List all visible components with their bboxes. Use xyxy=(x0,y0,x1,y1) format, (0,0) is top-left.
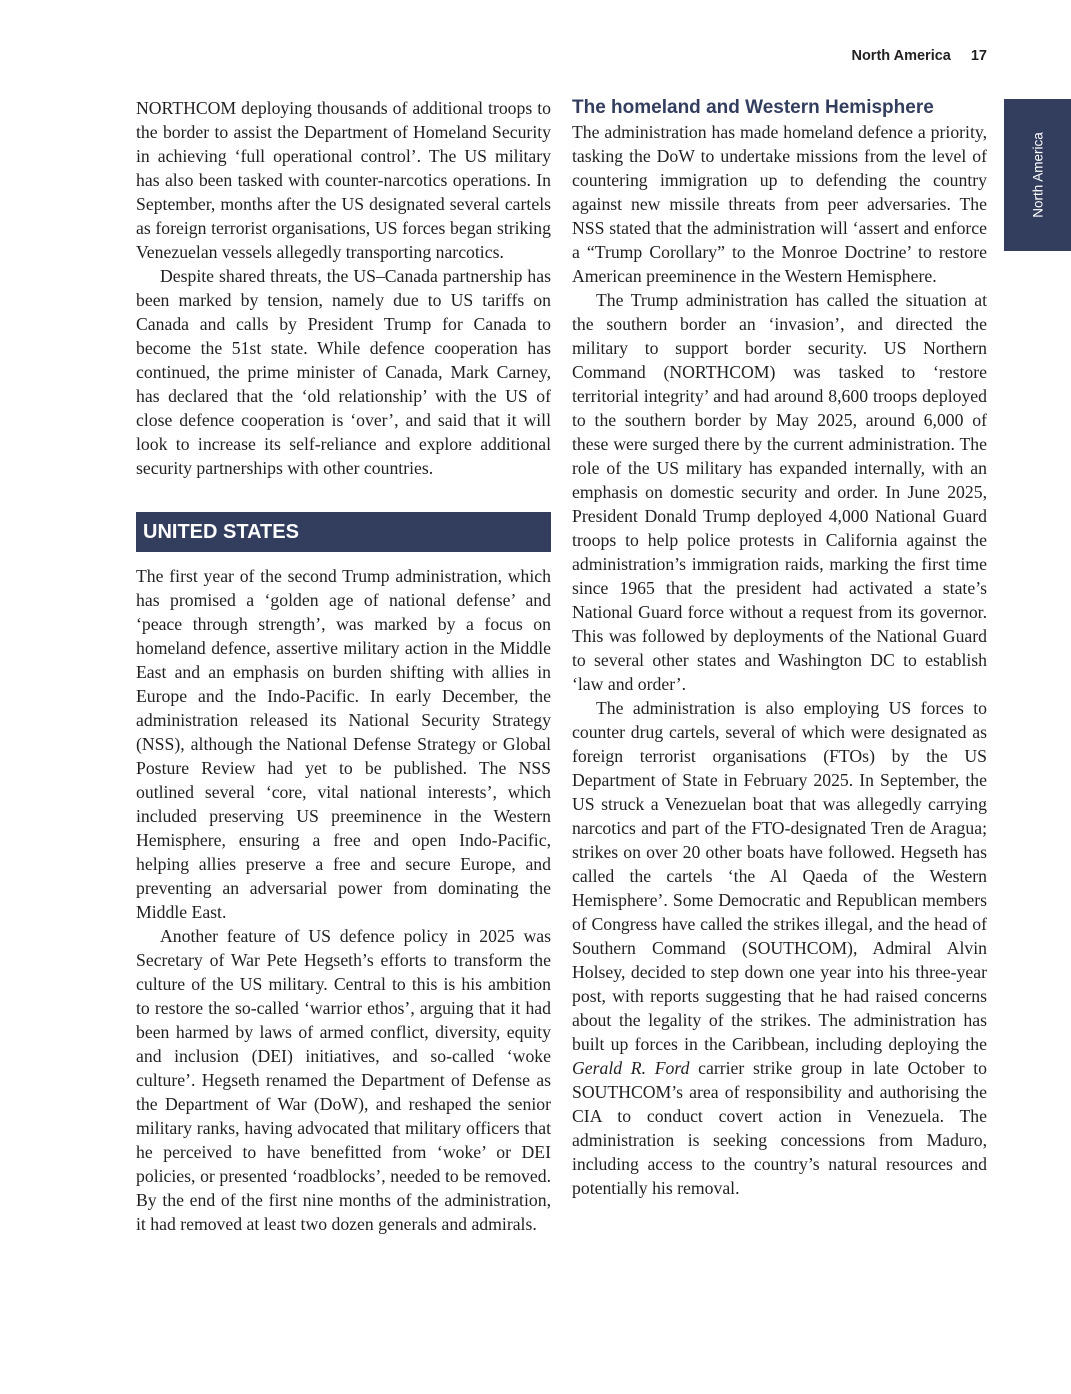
paragraph-text: carrier strike group in late October to SOUTHCOM’s area of responsibility and authorising the CIA to conduct covert action in Venezuela. The administration is seeking concessions from Maduro, including access to the country’s natural resources and potentially his removal. xyxy=(572,1058,987,1198)
left-column xyxy=(136,96,551,1236)
paragraph: The Trump administration has called the situation at the southern border an ‘invasion’, and directed the military to support border security. US Northern Command (NORTHCOM) was tasked to ‘restore territorial integrity’ and had around 8,600 troops deployed to the southern border by May 2025, around 6,000 of these were surged there by the current administration. The role of the US military has expanded internally, with an emphasis on domestic security and order. In June 2025, President Donald Trump deployed 4,000 National Guard troops to help police protests in California against the administration’s immigration raids, marking the first time since 1965 that the president had activated a state’s National Guard force without a request from its governor. This was followed by deployments of the National Guard to several other states and Washington DC to establish ‘law and order’. xyxy=(572,290,987,694)
section-heading: UNITED STATES xyxy=(136,512,551,552)
paragraph xyxy=(572,696,987,1200)
paragraph: Another feature of US defence policy in 2025 was Secretary of War Pete Hegseth’s efforts to transform the culture of the US military. Central to this is his ambition to restore the so-called ‘warrior ethos’, arguing that it had been harmed by laws of armed conflict, diversity, equity and inclusion (DEI) initiatives, and so-called ‘woke culture’. Hegseth renamed the Department of Defense as the Department of War (DoW), and reshaped the senior military ranks, having advocated that military officers that he perceived to have benefitted from ‘woke’ or DEI policies, or presented ‘roadblocks’, needed to be removed. By the end of the first nine months of the administration, it had removed at least two dozen generals and admirals. xyxy=(136,926,551,1234)
paragraph-text: The administration is also employing US forces to counter drug cartels, several of which were designated as foreign terrorist organisations (FTOs) by the US Department of State in February 2025. In September, the US struck a Venezuelan boat that was allegedly carrying narcotics and part of the FTO-designated Tren de Aragua; strikes on over 20 other boats have followed. Hegseth has called the cartels ‘the Al Qaeda of the Western Hemisphere’. Some Democratic and Republican members of Congress have called the strikes illegal, and the head of Southern Command (SOUTHCOM), Admiral Alvin Holsey, decided to step down one year into his three-year post, with reports suggesting that he had raised concerns about the legality of the strikes. The administration has built up forces in the Caribbean, including deploying the xyxy=(572,698,987,1054)
page-number: 17 xyxy=(970,48,987,64)
subsection-heading: The homeland and Western Hemisphere xyxy=(572,97,934,118)
ship-name: Gerald R. Ford xyxy=(572,1058,690,1078)
right-column xyxy=(572,96,987,1200)
paragraph: NORTHCOM deploying thousands of additional troops to the border to assist the Department of Homeland Security in achieving ‘full operational control’. The US military has also been tasked with counter-narcotics operations. In September, months after the US designated several cartels as foreign terrorist organisations, US forces began striking Venezuelan vessels allegedly transporting narcotics. xyxy=(136,98,551,262)
paragraph: The administration has made homeland defence a priority, tasking the DoW to undertake missions from the level of countering immigration up to defending the country against new missile threats from peer adversaries. The NSS stated that the administration will ‘assert and enforce a “Trump Corollary” to the Monroe Doctrine’ to restore American preeminence in the Western Hemisphere. xyxy=(572,122,987,286)
side-tab-label: North America xyxy=(1030,132,1045,218)
paragraph: Despite shared threats, the US–Canada partnership has been marked by tension, namely due to US tariffs on Canada and calls by President Trump for Canada to become the 51st state. While defence cooperation has continued, the prime minister of Canada, Mark Carney, has declared that the ‘old relationship’ with the US of close defence cooperation is ‘over’, and said that it will look to increase its self-reliance and explore additional security partnerships with other countries. xyxy=(136,266,551,478)
paragraph: The first year of the second Trump administration, which has promised a ‘golden age of national defense’ and ‘peace through strength’, was marked by a focus on homeland defence, assertive military action in the Middle East and an emphasis on burden shifting with allies in Europe and the Indo-Pacific. In early December, the administration released its National Security Strategy (NSS), although the National Defense Strategy or Global Posture Review had yet to be published. The NSS outlined several ‘core, vital national interests’, which included preserving US preeminence in the Western Hemisphere, ensuring a free and open Indo-Pacific, helping allies preserve a free and secure Europe, and preventing an adversarial power from dominating the Middle East. xyxy=(136,566,551,922)
side-chapter-tab xyxy=(1004,99,1071,251)
section-name: North America xyxy=(851,48,951,64)
running-header xyxy=(851,48,987,64)
